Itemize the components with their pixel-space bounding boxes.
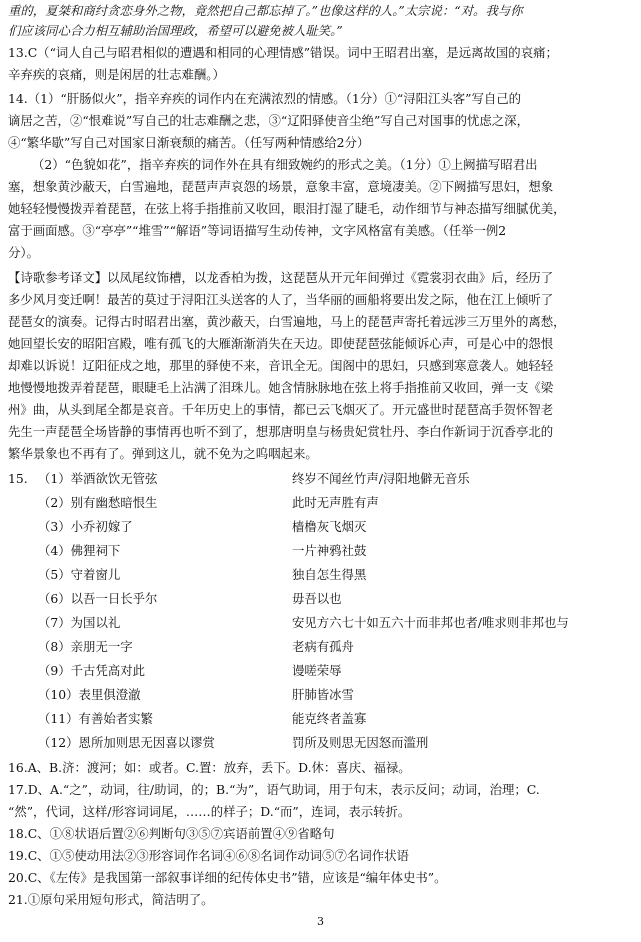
answer-left: （3）小乔初嫁了 [38,519,133,534]
text-line: 17.D、A.“之”，动词，往/助词，的；B.“为”，语气助词，用于句末，表示反问；动词，治理；C. [8,782,540,797]
answer-left: （10）表里俱澄澈 [38,687,141,702]
text-line: 13.C（“词人自己与昭君相似的遭遇和相同的心理情感”错误。词中王昭君出塞，是远离故国的哀痛； [8,45,558,60]
text-line: 她回望长安的昭阳宫殿，唯有孤飞的大雁渐渐消失在天边。即使琵琶弦能倾诉心声，可是心中的怨恨 [8,336,554,351]
answer-right: 此时无声胜有声 [292,495,379,510]
answer-left: （9）千古凭高对此 [38,663,146,678]
answer-19: 19.C、①⑤使动用法②③形容词作名词④⑥⑧名词作动词⑤⑦名词作状语 [8,848,409,863]
text-line: 重的，夏桀和商纣贪恋身外之物，竟然把自己都忘掉了。”也像这样的人。”太宗说：“对。我与你 [8,3,523,18]
answers-16-21 [8,757,625,911]
question-number: 15. [8,471,28,486]
text-line: 先生一声琵琶全场皆静的事情再也听不到了，想那唐明皇与杨贵妃赏牡丹、李白作新词于沉香亭北的 [8,424,554,439]
text-line: 们应该同心合力相互辅助治国理政，希望可以避免被人耻笑。” [8,23,343,38]
text-line: 14.（1）“肝肠似火”，指辛弃疾的词作内在充满浓烈的情感。（1分）①“浔阳江头客”写自己的 [8,91,522,106]
answer-left: （7）为国以礼 [38,615,121,630]
answer-15 [0,467,641,755]
answer-left: （5）守着窗儿 [38,567,121,582]
text-line: ④“繁华歇”写自己对国家日渐衰颓的痛苦。（任写两种情感给2分） [8,135,370,150]
answer-right: 老病有孤舟 [292,639,354,654]
answer-14 [8,88,625,264]
answer-left: （2）别有幽愁暗恨生 [38,495,158,510]
text-line: 分）。 [8,245,39,260]
answer-right: 肝肺皆冰雪 [292,687,354,702]
answer-20: 20.C、《左传》是我国第一部叙事详细的纪传体史书”错，应该是“编年体史书”。 [8,870,447,885]
text-line: 却难以诉说！辽阳征戍之地，那里的驿使不来，音讯全无。闺阁中的思妇，只感到寒意袭人。她轻轻 [8,358,554,373]
text-line: 塞，想象黄沙蔽天，白雪遍地，琵琶声声哀怨的场景，意象丰富，意境凄美。②下阙描写思妇，想象 [8,179,554,194]
answer-left: （11）有善始者实繁 [38,711,153,726]
answer-right: 能克终者盖寡 [292,711,367,726]
answer-right: 谩嗟荣辱 [292,663,342,678]
answer-left: （1）举酒欲饮无管弦 [38,471,158,486]
answer-left: （6）以吾一日长乎尔 [38,591,158,606]
page-number: 3 [317,915,324,928]
answer-16: 16.A、B.济：渡河；如：或者。C.置：放弃，丢下。D.休：喜庆、福禄。 [8,760,411,775]
text-line: 繁华景象也不再有了。弹到这儿，就不免为之呜咽起来。 [8,446,318,461]
answer-left: （12）恩所加则思无因喜以谬赏 [38,735,215,750]
answer-left: （4）佛狸祠下 [38,543,121,558]
text-line: 琵琶女的演奏。记得古时昭君出塞，黄沙蔽天，白雪遍地，马上的琵琶声寄托着远涉三万里外的离愁， [8,314,566,329]
text-line: “然”，代词，这样/形容词词尾，……的样子；D.“而”，连词，表示转折。 [8,804,411,819]
answer-21: 21.①原句采用短句形式，简洁明了。 [8,892,214,907]
text-line: 【诗歌参考译文】以凤尾纹饰槽，以龙香柏为拨，这琵琶从开元年间弹过《霓裳羽衣曲》后，经历了 [8,270,554,285]
answer-18: 18.C、①⑧状语后置②⑥判断句③⑤⑦宾语前置④⑨省略句 [8,826,335,841]
answer-right: 一片神鸦社鼓 [292,543,367,558]
text-line: 州》曲，从头到尾全都是哀音。千年历史上的事情，都已云飞烟灭了。开元盛世时琵琶高手贺怀智老 [8,402,554,417]
text-line: 富于画面感。③“亭亭”“堆雪”“解语”等词语描写生动传神，文字风格富有美感。（任举一例2 [8,223,507,238]
answer-right: 樯橹灰飞烟灭 [292,519,367,534]
answer-right: 毋吾以也 [292,591,342,606]
answer-left: （8）亲朋无一字 [38,639,133,654]
text-line: （2）“色貌如花”，指辛弃疾的词作外在具有细致婉约的形式之美。（1分）①上阙描写昭君出 [32,157,538,172]
answer-13 [8,42,625,86]
answer-right: 终岁不闻丝竹声/浔阳地僻无音乐 [292,471,470,486]
text-line: 地慢慢地拨弄着琵琶，眼睫毛上沾满了泪珠儿。她含情脉脉地在弦上将手指推前又收回，弹一支《梁 [8,380,554,395]
answer-right: 罚所及则思无因怒而滥刑 [292,735,429,750]
text-line: 她轻轻慢慢拨弄着琵琶，在弦上将手指推前又收回，眼泪打湿了睫毛，动作细节与神态描写细腻优美， [8,201,566,216]
answer-right: 独自怎生得黑 [292,567,367,582]
poem-translation [8,267,625,465]
answer-right: 安见方六七十如五六十而非邦也者/唯求则非邦也与 [292,615,569,630]
text-line: 辛弃疾的哀痛，则是闲居的壮志难酬。） [8,67,225,82]
text-line: 谪居之苦，②“恨难说”写自己的壮志难酬之悲，③“辽阳驿使音尘绝”写自己对国事的忧虑之深， [8,113,529,128]
text-line: 多少风月变迁啊！最苦的莫过于浔阳江头送客的人了，当华丽的画船将要出发之际，他在江上倾听了 [8,292,554,307]
